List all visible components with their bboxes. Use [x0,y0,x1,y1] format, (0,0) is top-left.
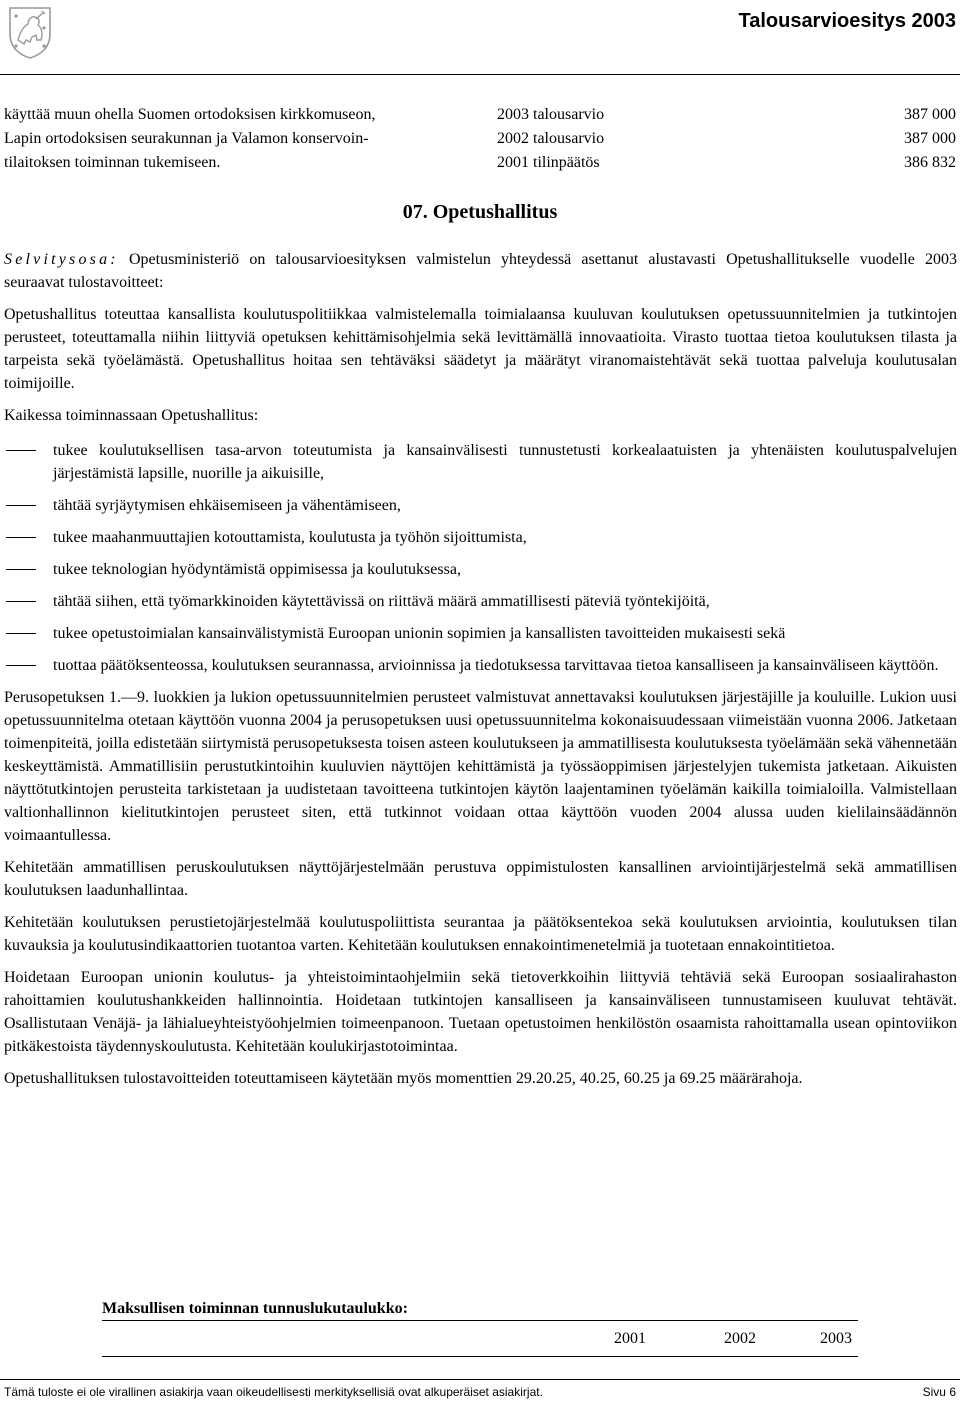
fee-table-title: Maksullisen toiminnan tunnuslukutaulukko: [102,1300,858,1321]
goal-list [4,439,957,677]
budget-label: 2003 talousarvio [497,106,605,123]
page-header [0,0,960,70]
list-item-text: tukee maahanmuuttajien kotouttamista, koulutusta ja työhön sijoittumista, [53,529,527,546]
dash-bullet [6,505,36,506]
list-item [4,526,957,549]
budget-row [4,103,956,127]
finnish-coat-of-arms-icon [6,4,54,60]
dash-bullet [6,569,36,570]
continued-text-line: tilaitoksen toiminnan tukemiseen. [4,154,221,171]
document-title: Talousarvioesitys 2003 [738,10,956,32]
paragraph: Perusopetuksen 1.—9. luokkien ja lukion opetussuunnitelmien perusteet valmistuvat annettavaksi koulutuksen järjestäjille ja kouluille. Lukion uusi opetussuunnitelma otetaan käyttöön vuonna 2004 ja perusopetuksen uusi opetussuunnitelma kokonaisuudessaan viimeistään vuonna 2006. Jatketaan toimenpiteitä, joilla edistetään siirtymistä perusopetuksesta toisen asteen koulutukseen ja ammatillisesta koulutuksesta työelämään sekä vähennetään keskeyttämistä. Ammatillisiin perustutkintoihin kuuluvien näyttöjen kehittämistä ja työssäoppimisen järjestelyjen tukemista jatketaan. Aikuisten näyttötutkintojen perusteita tarkistetaan ja uudistetaan tavoitteena tutkintojen käytön laajentaminen työelämän kaikilla toimialoilla. Valmistellaan valtionhallinnon kielitutkintojen perusteet siten, että tutkinnot voidaan ottaa käyttöön vuoden 2004 alussa uuden kielilainsäädännön voimaantullessa. [4,689,957,844]
paragraph: Kehitetään koulutuksen perustietojärjestelmää koulutuspoliittista seurantaa ja päätöksentekoa sekä koulutuksen arviointia, koulutuksen tilan kuvauksia ja koulutusindikaattorien tuotantoa varten. Kehitetään koulutuksen ennakointimenetelmiä ja tuotetaan ennakointitietoa. [4,914,957,954]
continued-text-line: käyttää muun ohella Suomen ortodoksisen kirkkomuseon, [4,106,376,123]
paragraph: Opetushallituksen tulostavoitteiden toteuttamiseen käytetään myös momenttien 29.20.25, 40.25, 60.25 ja 69.25 määrärahoja. [4,1070,803,1087]
list-item-text: tuottaa päätöksenteossa, koulutuksen seurannassa, arvioinnissa ja tiedotuksessa tarvittavaa tietoa kansalliseen ja kansainväliseen käyttöön. [53,657,939,674]
paragraph: Kehitetään ammatillisen peruskoulutuksen näyttöjärjestelmään perustuva oppimistulosten kansallinen arviointijärjestelmä sekä ammatillisen koulutuksen laadunhallintaa. [4,859,957,899]
budget-value: 387 000 [904,130,956,147]
footer-disclaimer: Tämä tuloste ei ole virallinen asiakirja vaan oikeudellisesti merkityksellisiä ovat alkuperäiset asiakirjat. [4,1385,543,1399]
dash-bullet [6,633,36,634]
fee-table [102,1300,858,1347]
intro-text: Opetusministeriö on talousarvioesityksen valmistelun yhteydessä asettanut alustavasti Opetushallitukselle vuodelle 2003 seuraavat tulostavoitteet: [4,251,957,291]
fee-table-header-row [102,1330,858,1352]
list-item-text: tähtää siihen, että työmarkkinoiden käytettävissä on riittävä määrä ammatillisesti päteviä työntekijöitä, [53,593,710,610]
year-column-header: 2003 [820,1330,852,1347]
list-item [4,558,957,581]
budget-label: 2001 tilinpäätös [497,154,600,171]
list-item-text: tukee teknologian hyödyntämistä oppimisessa ja koulutuksessa, [53,561,461,578]
dash-bullet [6,537,36,538]
list-item-text: tukee koulutuksellisen tasa-arvon toteutumista ja kansainvälisesti tunnustetusti korkealaatuisten ja yhtenäisten koulutuspalvelujen järjestämistä lapsille, nuorille ja aikuisille, [53,442,957,482]
paragraph: Opetushallitus toteuttaa kansallista koulutuspolitiikkaa valmistelemalla toimialaansa kuuluvan koulutuksen opetussuunnitelmien ja tutkintojen perusteet, toteuttamalla niihin liittyviä opetuksen kehittämisohjelmia sekä levittämällä innovaatioita. Virasto tuottaa tietoa koulutuksen tilasta ja tarpeista sekä työelämästä. Opetushallitus hoitaa sen tehtäväksi säädetyt ja määrätyt viranomaistehtävät sekä tuottaa palveluja koulutusalan toimijoille. [4,306,957,392]
page-footer [4,1385,956,1399]
selvitysosa-label: Selvitysosa: [4,251,119,268]
dash-bullet [6,665,36,666]
year-column-header: 2001 [614,1330,646,1347]
budget-row [4,127,956,151]
list-item-text: tukee opetustoimialan kansainvälistymistä Euroopan unionin sopimien ja kansallisten tavoitteiden mukaisesti sekä [53,625,786,642]
list-item [4,439,957,485]
dash-bullet [6,601,36,602]
page-number: Sivu 6 [922,1385,956,1399]
budget-value: 386 832 [904,154,956,171]
footer-divider [0,1379,960,1380]
list-item [4,622,957,645]
budget-row [4,151,956,175]
list-intro: Kaikessa toiminnassaan Opetushallitus: [4,407,259,424]
budget-value: 387 000 [904,106,956,123]
continued-text-line: Lapin ortodoksisen seurakunnan ja Valamon konservoin- [4,130,369,147]
list-item-text: tähtää syrjäytymisen ehkäisemiseen ja vähentämiseen, [53,497,401,514]
paragraph: Hoidetaan Euroopan unionin koulutus- ja yhteistoimintaohjelmiin sekä tietoverkkoihin liittyviä tehtäviä sekä Euroopan sosiaalirahaston rahoittamien koulutushankkeiden hallinnointia. Hoidetaan tutkintojen kansalliseen ja kansainväliseen tunnustamiseen kuuluvat tehtävät. Osallistutaan Venäjä- ja lähialueyhteistyöohjelmien toimeenpanoon. Tuetaan opetustoimen henkilöstön osaamista rahoittamalla usean opintoviikon pitkäkestoista täydennyskoulutusta. Kehitetään koulukirjastotoimintaa. [4,969,957,1055]
main-body [4,248,957,1099]
budget-label: 2002 talousarvio [497,130,605,147]
year-column-header: 2002 [724,1330,756,1347]
list-item [4,654,957,677]
list-item [4,494,957,517]
intro-paragraph [4,248,957,294]
dash-bullet [6,450,36,451]
fee-table-divider [102,1356,858,1357]
list-item [4,590,957,613]
section-title: 07. Opetushallitus [402,201,558,223]
budget-summary [4,103,956,175]
header-divider [0,74,960,75]
